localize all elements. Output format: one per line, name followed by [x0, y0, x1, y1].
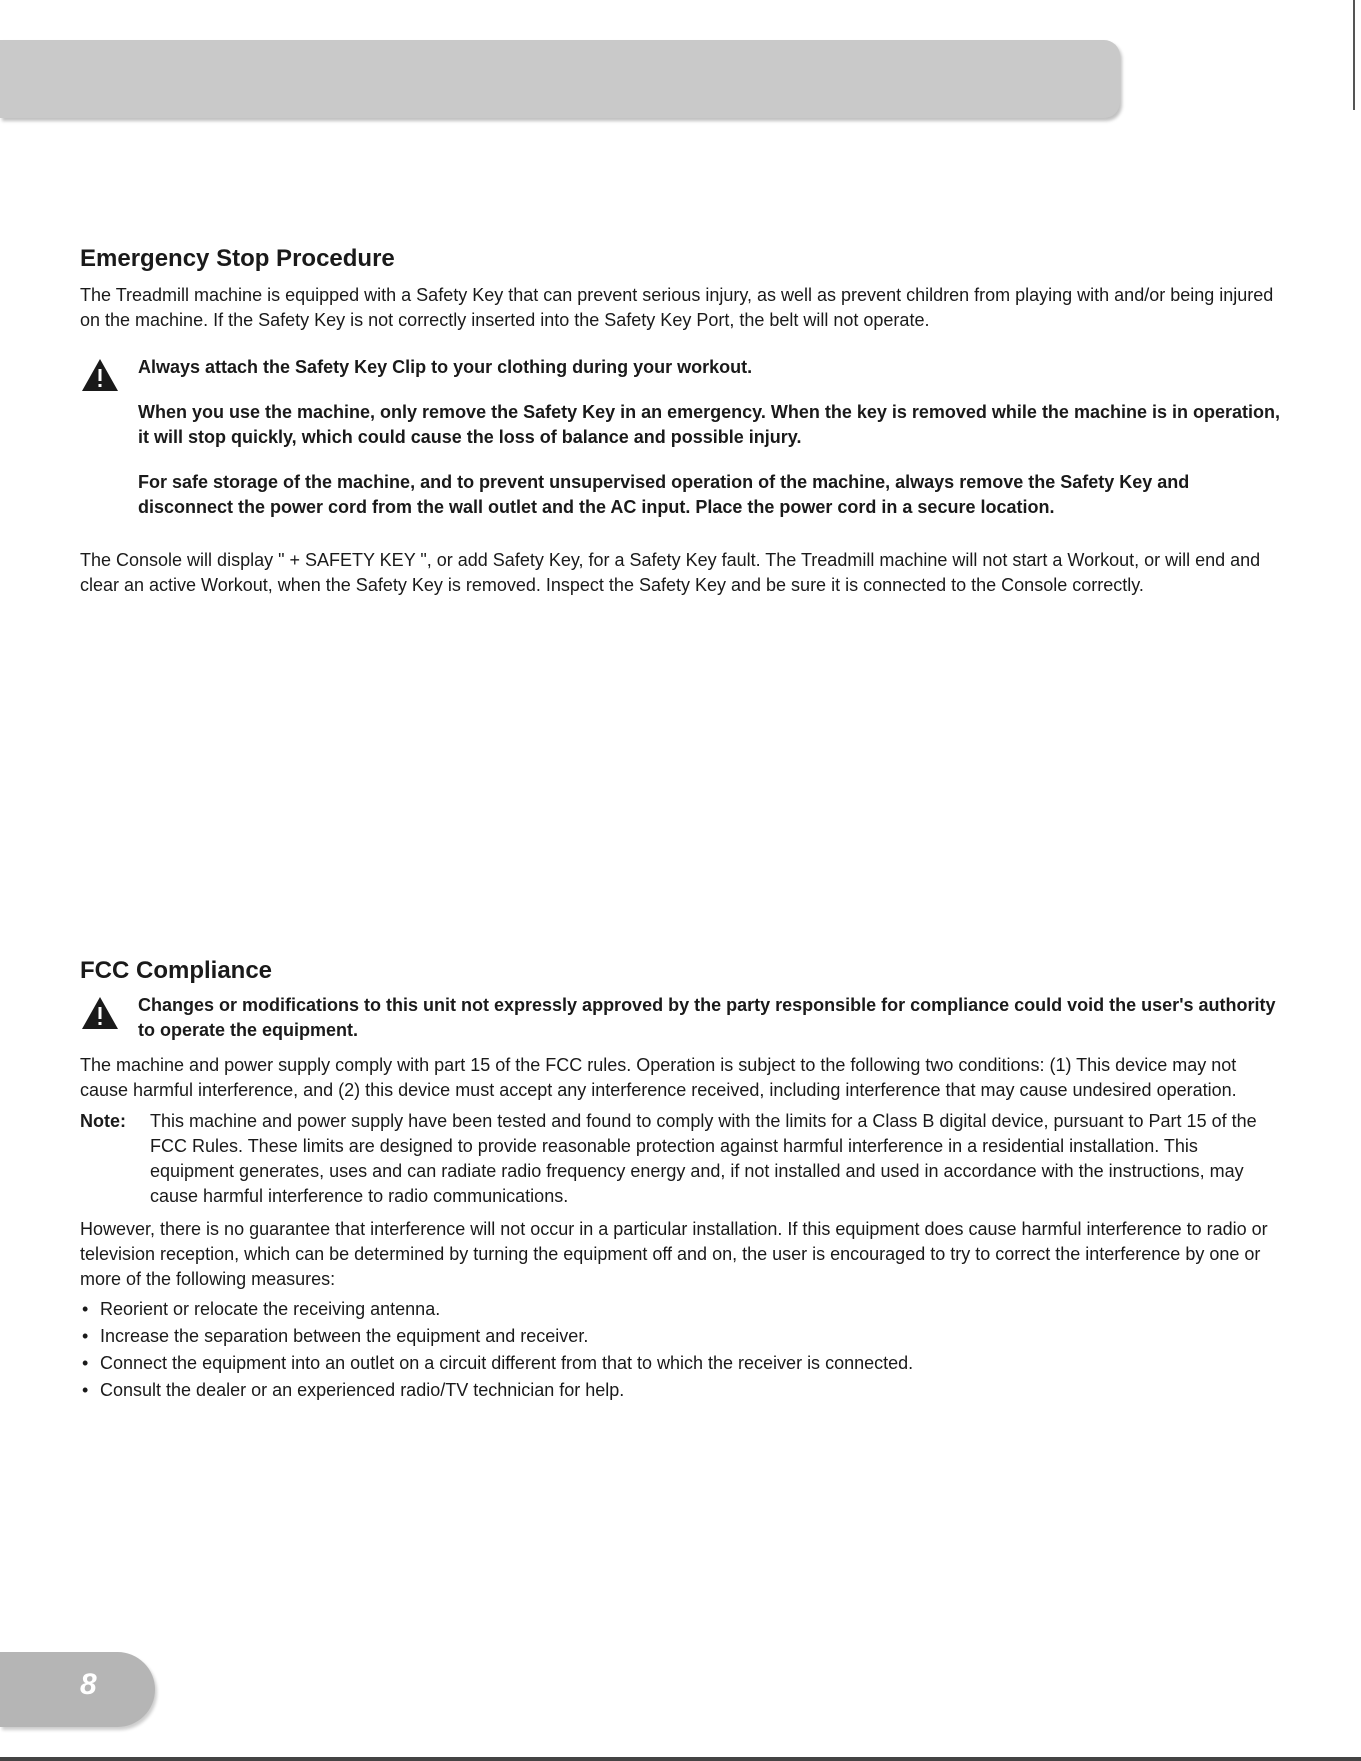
list-item: • Increase the separation between the equipment and receiver. — [80, 1323, 1285, 1350]
fcc-note — [80, 1109, 1285, 1209]
fcc-intro: The machine and power supply comply with part 15 of the FCC rules. Operation is subject to the following two conditions: (1) This device may not cause harmful interference, and (2) this device must accept any interference received, including interference that may cause undesired operation. — [80, 1055, 1237, 1100]
list-item: • Reorient or relocate the receiving antenna. — [80, 1296, 1285, 1323]
warning-icon — [80, 357, 120, 393]
emergency-stop-section — [80, 245, 1285, 598]
page-number-tab — [0, 1652, 155, 1727]
bottom-rule — [0, 1757, 1361, 1761]
section-title-fcc: FCC Compliance — [80, 957, 273, 984]
emergency-intro: The Treadmill machine is equipped with a Safety Key that can prevent serious injury, as well as prevent children from playing with and/or being injured on the machine. If the Safety Key is not correctly inserted into the Safety Key Port, the belt will not operate. — [80, 285, 1274, 330]
page-edge-line — [1353, 0, 1355, 110]
emergency-warning-block — [80, 355, 1285, 520]
note-text: This machine and power supply have been tested and found to comply with the limits for a Class B digital device, pursuant to Part 15 of the FCC Rules. These limits are designed to provide reasonable protection against harmful interference in a residential installation. This equipment generates, uses and can radiate radio frequency energy and, if not installed and used in accordance with the instructions, may cause harmful interference to radio communications. — [150, 1111, 1257, 1206]
console-note: The Console will display " + SAFETY KEY ", or add Safety Key, for a Safety Key fault. The Treadmill machine will not start a Workout, or will end and clear an active Workout, when the Safety Key is removed. Inspect the Safety Key and be sure it is connected to the Console correctly. — [80, 550, 1261, 595]
page-number: 8 — [80, 1668, 97, 1701]
fcc-warning-block — [80, 993, 1285, 1043]
section-title-emergency: Emergency Stop Procedure — [80, 245, 395, 272]
warning-clip: Always attach the Safety Key Clip to your clothing during your workout. — [138, 357, 753, 377]
list-item: • Connect the equipment into an outlet on a circuit different from that to which the receiver is connected. — [80, 1350, 1285, 1377]
warning-icon — [80, 995, 120, 1031]
warning-storage: For safe storage of the machine, and to prevent unsupervised operation of the machine, always remove the Safety Key and disconnect the power cord from the wall outlet and the AC input. Place the power cord in a secure location. — [138, 472, 1190, 517]
warning-remove-key: When you use the machine, only remove the Safety Key in an emergency. When the key is removed while the machine is in operation, it will stop quickly, which could cause the loss of balance and possible injury. — [138, 402, 1280, 447]
note-label: Note: — [80, 1111, 126, 1131]
header-banner — [0, 40, 1120, 118]
fcc-compliance-section — [80, 957, 1285, 1404]
fcc-however: However, there is no guarantee that interference will not occur in a particular installation. If this equipment does cause harmful interference to radio or television reception, which can be determined by turning the equipment off and on, the user is encouraged to try to correct the interference by one or more of the following measures: — [80, 1219, 1268, 1289]
fcc-warning-text: Changes or modifications to this unit not expressly approved by the party responsible for compliance could void the user's authority to operate the equipment. — [138, 995, 1276, 1040]
measures-list — [80, 1296, 1285, 1404]
list-item: • Consult the dealer or an experienced radio/TV technician for help. — [80, 1377, 1285, 1404]
